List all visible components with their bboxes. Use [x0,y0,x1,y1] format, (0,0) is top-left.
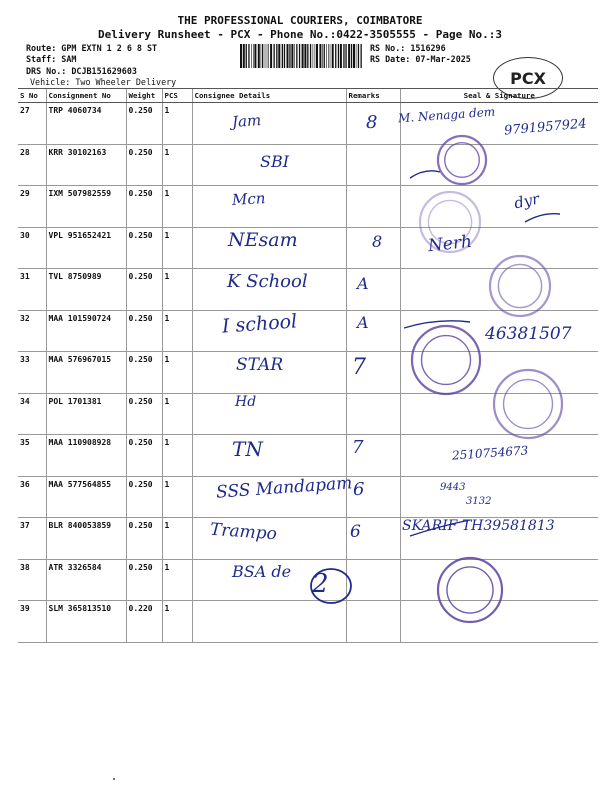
row-consignment: TVL 8750989 [46,269,126,311]
barcode-bar [261,44,262,68]
barcode-bar [267,44,268,68]
row-sno: 27 [18,103,46,145]
barcode-bar [278,44,280,68]
col-consignee: Consignee Details [192,89,346,103]
consignee-handwriting: SBI [260,152,290,171]
barcode-image [240,44,364,68]
remark-handwriting: 8 [366,112,378,133]
row-remarks [346,559,400,601]
signature-handwriting: 3132 [466,496,492,507]
remark-handwriting: 2 [312,569,329,599]
row-pcs: 1 [162,518,192,560]
barcode-bar [270,44,272,68]
barcode-bar [310,44,311,68]
consignee-handwriting: K School [227,271,308,292]
row-consignee [192,103,346,145]
row-sno: 37 [18,518,46,560]
row-remarks [346,310,400,352]
remark-handwriting: A [357,313,369,332]
row-sno: 34 [18,393,46,435]
row-consignment: IXM 507982559 [46,186,126,228]
row-pcs: 1 [162,103,192,145]
row-consignment: KRR 30102163 [46,144,126,186]
col-consignment: Consignment No [46,89,126,103]
consignee-handwriting: Jam [231,111,262,131]
consignee-handwriting: Trampo [209,519,278,545]
barcode-bar [322,44,323,68]
table-row [18,352,598,394]
barcode-bar [353,44,355,68]
table-row [18,227,598,269]
barcode-bar [340,44,342,68]
row-consignee [192,186,346,228]
row-pcs: 1 [162,310,192,352]
row-weight: 0.250 [126,269,162,311]
row-consignment: MAA 101590724 [46,310,126,352]
signature-handwriting: Nerh [427,231,473,257]
barcode-bar [315,44,316,68]
drs-number: DRS No.: DCJB151629603 [26,66,137,76]
row-consignment: POL 1701381 [46,393,126,435]
row-consignment: TRP 4060734 [46,103,126,145]
row-sno: 29 [18,186,46,228]
barcode-bar [338,44,339,68]
barcode-bar [253,44,254,68]
barcode-bar [251,44,252,68]
row-consignment: MAA 576967015 [46,352,126,394]
row-seal [400,269,598,311]
col-pcs: PCS [162,89,192,103]
row-remarks [346,393,400,435]
row-seal [400,393,598,435]
speck [113,778,115,780]
row-weight: 0.250 [126,227,162,269]
consignee-handwriting: TN [232,437,263,461]
row-consignment: MAA 110908928 [46,435,126,477]
barcode-bar [361,44,362,68]
row-seal [400,352,598,394]
remark-handwriting: A [357,274,369,293]
row-sno: 31 [18,269,46,311]
row-seal [400,476,598,518]
barcode-bar [294,44,295,68]
barcode-bar [345,44,346,68]
barcode-bar [307,44,308,68]
row-consignment: SLM 365813510 [46,601,126,643]
remark-handwriting: 6 [350,522,361,542]
table-row [18,601,598,643]
table-row [18,393,598,435]
row-sno: 28 [18,144,46,186]
row-pcs: 1 [162,186,192,228]
signature-handwriting: 46381507 [485,324,572,344]
barcode-bar [324,44,325,68]
barcode-bar [289,44,290,68]
barcode-bar [287,44,289,68]
route-label: Route: GPM EXTN 1 2 6 8 ST [26,43,158,53]
signature-handwriting: SKARIF TH39581813 [402,518,555,534]
row-weight: 0.250 [126,435,162,477]
barcode-bar [326,44,327,68]
table-row [18,186,598,228]
row-remarks [346,144,400,186]
consignee-handwriting: SSS Mandapam [215,473,353,503]
table-row [18,559,598,601]
row-pcs: 1 [162,601,192,643]
barcode-bar [240,44,242,68]
row-sno: 39 [18,601,46,643]
barcode-bar [332,44,334,68]
rs-number: RS No.: 1516296 [370,43,446,53]
row-weight: 0.250 [126,186,162,228]
signature-handwriting: M. Nenaga dem [397,104,496,126]
col-sno: S No [18,89,46,103]
row-remarks [346,601,400,643]
row-pcs: 1 [162,144,192,186]
col-weight: Weight [126,89,162,103]
row-weight: 0.250 [126,103,162,145]
barcode-bar [328,44,329,68]
barcode-bar [358,44,359,68]
row-sno: 38 [18,559,46,601]
table-header-row [18,89,598,103]
rs-date: RS Date: 07-Mar-2025 [370,54,471,64]
barcode-bar [319,44,321,68]
row-seal [400,186,598,228]
barcode-bar [254,44,256,68]
table-row [18,269,598,311]
row-weight: 0.250 [126,310,162,352]
barcode-bar [258,44,260,68]
barcode-bar [313,44,314,68]
col-seal: Seal & Signature [400,89,598,103]
company-title: THE PROFESSIONAL COURIERS, COIMBATORE [177,14,423,27]
table-row [18,144,598,186]
barcode-bar [304,44,306,68]
row-consignee [192,393,346,435]
barcode-bar [291,44,293,68]
row-consignment: BLR 840053859 [46,518,126,560]
barcode-bar [268,44,269,68]
barcode-bar [246,44,247,68]
barcode-bar [296,44,297,68]
row-consignment: MAA 577564855 [46,476,126,518]
signature-handwriting: dyr [512,189,541,213]
row-pcs: 1 [162,435,192,477]
runsheet-table [18,88,598,643]
barcode-bar [335,44,336,68]
col-remarks: Remarks [346,89,400,103]
row-consignment: ATR 3326584 [46,559,126,601]
row-sno: 36 [18,476,46,518]
row-pcs: 1 [162,352,192,394]
row-weight: 0.250 [126,476,162,518]
barcode-bar [248,44,249,68]
consignee-handwriting: NEsam [228,229,298,251]
row-pcs: 1 [162,269,192,311]
consignee-handwriting: Mcn [231,189,266,209]
barcode-bar [356,44,357,68]
row-seal [400,601,598,643]
vehicle-label: Vehicle: Two Wheeler Delivery [30,77,177,87]
barcode-bar [343,44,344,68]
consignee-handwriting: I school [221,310,298,338]
signature-handwriting: 9791957924 [503,116,588,139]
barcode-bar [330,44,331,68]
barcode-bar [276,44,277,68]
row-sno: 32 [18,310,46,352]
row-weight: 0.250 [126,393,162,435]
row-sno: 30 [18,227,46,269]
row-consignee [192,435,346,477]
row-consignee [192,601,346,643]
consignee-handwriting: Hd [235,394,257,410]
row-remarks [346,186,400,228]
barcode-bar [262,44,263,68]
row-pcs: 1 [162,393,192,435]
remark-handwriting: 8 [372,232,383,251]
barcode-bar [302,44,304,68]
barcode-bar [284,44,285,68]
barcode-bar [243,44,245,68]
row-seal [400,144,598,186]
signature-handwriting: 9443 [440,482,466,493]
barcode-bar [282,44,283,68]
row-consignment: VPL 951652421 [46,227,126,269]
barcode-bar [316,44,318,68]
barcode-bar [351,44,352,68]
barcode-bar [265,44,266,68]
row-pcs: 1 [162,559,192,601]
barcode-bar [274,44,275,68]
row-weight: 0.250 [126,144,162,186]
remark-handwriting: 7 [352,355,366,380]
row-seal [400,559,598,601]
row-weight: 0.250 [126,518,162,560]
row-pcs: 1 [162,476,192,518]
consignee-handwriting: BSA de [232,562,292,581]
barcode-bar [299,44,300,68]
row-sno: 33 [18,352,46,394]
consignee-handwriting: STAR [236,355,284,375]
row-remarks [346,269,400,311]
row-weight: 0.250 [126,559,162,601]
row-sno: 35 [18,435,46,477]
staff-label: Staff: SAM [26,54,77,64]
runsheet-subtitle: Delivery Runsheet - PCX - Phone No.:0422-3505555 - Page No.:3 [98,28,502,41]
row-weight: 0.250 [126,352,162,394]
signature-handwriting: 2510754673 [451,443,529,463]
row-pcs: 1 [162,227,192,269]
remark-handwriting: 6 [353,479,365,500]
barcode-bar [348,44,350,68]
row-weight: 0.220 [126,601,162,643]
remark-handwriting: 7 [352,437,364,458]
pcx-stamp: PCX [493,57,563,99]
